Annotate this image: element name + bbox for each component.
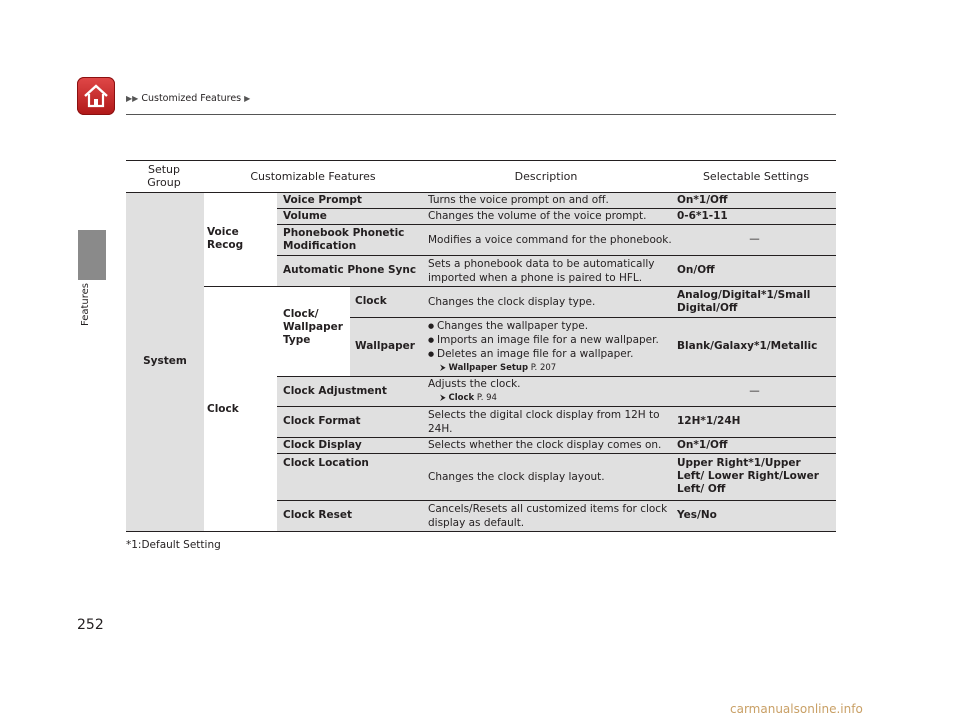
setting-clock-display: On*1/Off — [677, 438, 728, 451]
group-system: System — [143, 355, 187, 367]
breadcrumb[interactable] — [126, 93, 250, 104]
desc-clock: Changes the clock display type. — [428, 295, 596, 308]
feature-clock-format: Clock Format — [283, 415, 361, 427]
setting-auto-sync: On/Off — [677, 264, 715, 276]
header-settings: Selectable Settings — [702, 170, 810, 183]
reference-arrow-icon: ⮞ — [440, 362, 446, 372]
ref-page: P. 94 — [476, 393, 497, 403]
setting-clock-adjustment: — — [749, 384, 760, 397]
desc-clock-display: Selects whether the clock display comes on. — [428, 439, 662, 451]
feature-auto-sync: Automatic Phone Sync — [283, 264, 417, 276]
subgroup-voice-recog: Voice Recog — [207, 226, 244, 251]
reference-arrow-icon: ⮞ — [440, 393, 446, 402]
feature-clock: Clock — [355, 295, 387, 307]
desc-voice-prompt: Turns the voice prompt on and off. — [428, 194, 609, 206]
desc-volume: Changes the volume of the voice prompt. — [428, 210, 647, 222]
desc-wallpaper-item: ● Deletes an image file for a wallpaper. — [428, 347, 676, 361]
page-number: 252 — [77, 617, 104, 633]
table-bottom-rule — [126, 531, 836, 532]
desc-wallpaper-item: ● Imports an image file for a new wallpaper. — [428, 333, 676, 347]
feature-clock-location: Clock Location — [283, 456, 369, 469]
feature-clock-adjustment: Clock Adjustment — [283, 384, 387, 397]
desc-auto-sync: Sets a phonebook data to be automatically imported when a phone is paired to HFL. — [428, 257, 655, 284]
clock-link[interactable] — [440, 391, 668, 405]
breadcrumb-arrow-icon: ▶▶ — [126, 94, 139, 103]
subgroup-clock: Clock — [207, 402, 239, 415]
desc-clock-reset: Cancels/Resets all customized items for clock display as default. — [428, 502, 668, 529]
header-setup-group: Setup Group — [147, 163, 181, 189]
header-features: Customizable Features — [250, 170, 376, 183]
desc-clock-format: Selects the digital clock display from 12H to 24H. — [428, 408, 660, 435]
setting-clock: Analog/Digital*1/Small Digital/Off — [677, 288, 811, 314]
setting-clock-location: Upper Right*1/Upper Left/ Lower Right/Lower Left/ Off — [677, 457, 819, 495]
desc-clock-adjustment-text: Adjusts the clock. — [428, 378, 521, 390]
desc-clock-location: Changes the clock display layout. — [428, 470, 605, 483]
side-tab-label: Features — [80, 283, 91, 326]
desc-clock-adjustment — [428, 376, 668, 406]
setting-voice-prompt: On*1/Off — [677, 193, 728, 206]
desc-wallpaper-item: ● Changes the wallpaper type. — [428, 319, 676, 333]
home-icon — [83, 83, 109, 109]
feature-wallpaper: Wallpaper — [355, 340, 415, 352]
breadcrumb-arrow-icon: ▶ — [244, 94, 251, 103]
ref-title: Wallpaper Setup — [448, 362, 529, 373]
setting-volume: 0-6*1-11 — [677, 209, 728, 222]
table-header — [126, 160, 836, 193]
feature-volume: Volume — [283, 209, 327, 222]
breadcrumb-label: Customized Features — [141, 93, 242, 104]
footnote: *1:Default Setting — [126, 539, 221, 551]
desc-phonebook: Modifies a voice command for the phonebook. — [428, 233, 672, 246]
feature-phonebook: Phonebook Phonetic Modification — [283, 226, 405, 252]
home-button[interactable] — [77, 77, 115, 115]
header-rule — [126, 114, 836, 115]
feature-clock-display: Clock Display — [283, 438, 362, 451]
clock-wallpaper-type: Clock/ Wallpaper Type — [283, 307, 343, 346]
ref-page: P. 207 — [530, 362, 557, 373]
ref-title: Clock — [448, 393, 475, 403]
setting-phonebook: — — [749, 233, 760, 245]
wallpaper-setup-link[interactable] — [440, 361, 676, 375]
side-tab-marker — [78, 230, 106, 280]
watermark: carmanualsonline.info — [730, 702, 863, 716]
feature-clock-reset: Clock Reset — [283, 509, 352, 521]
desc-wallpaper — [428, 317, 676, 376]
header-description: Description — [514, 170, 578, 183]
setting-clock-format: 12H*1/24H — [677, 415, 741, 427]
feature-voice-prompt: Voice Prompt — [283, 193, 362, 206]
setting-clock-reset: Yes/No — [677, 509, 717, 521]
setting-wallpaper: Blank/Galaxy*1/Metallic — [677, 340, 818, 352]
